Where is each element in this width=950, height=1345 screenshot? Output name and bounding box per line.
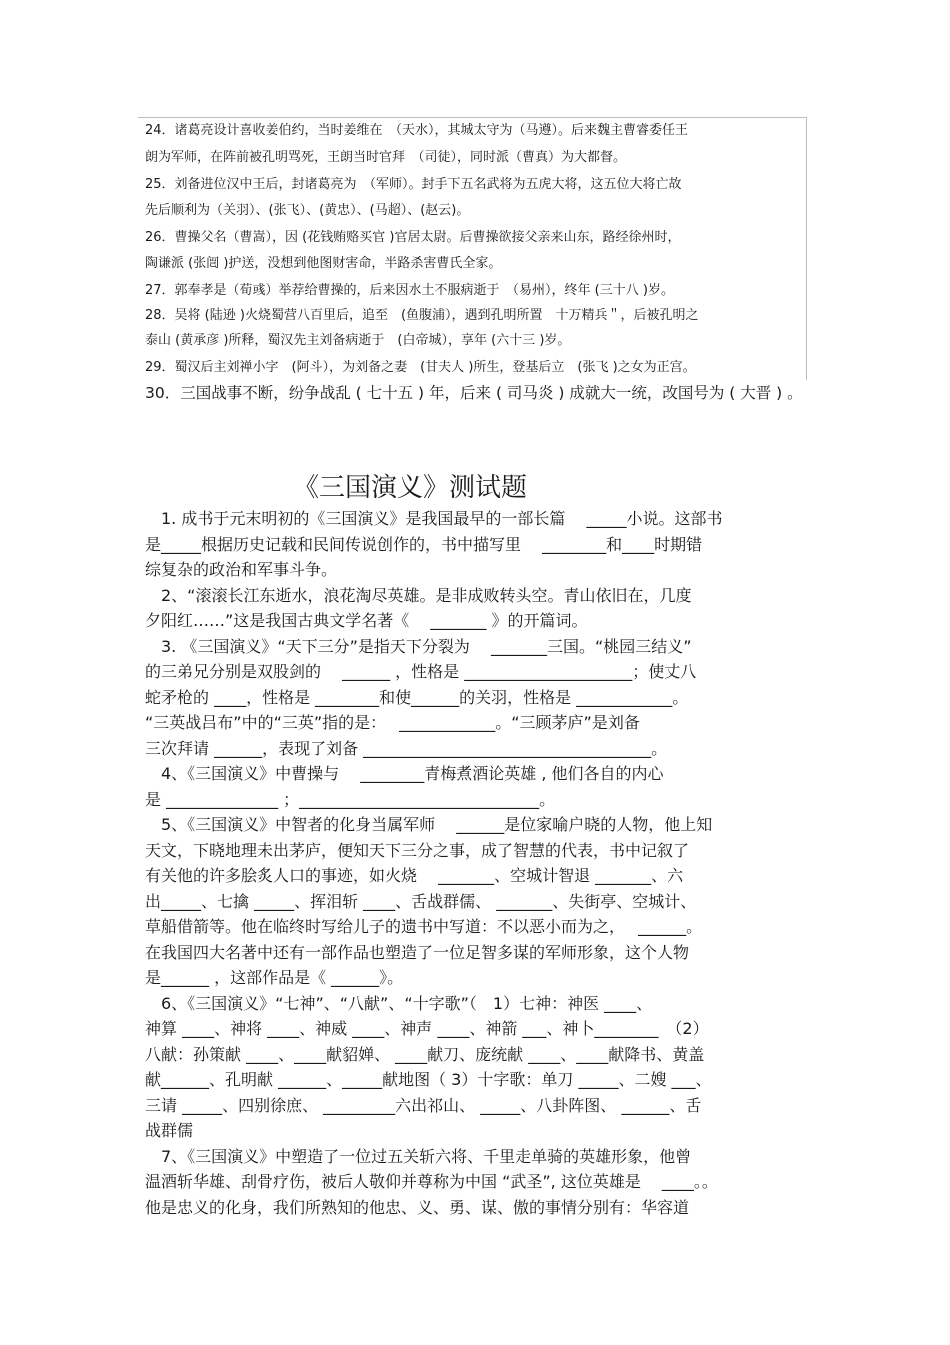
quiz-body <box>145 506 815 1220</box>
answer-line: 陶谦派 (张闿 )护送，没想到他图财害命，半路杀害曹氏全家。 <box>145 256 502 271</box>
quiz-line: 有关他的许多脍炙人口的事迹，如火烧 _______、空城计智退 _______、六 <box>145 866 684 885</box>
answer-line: 朗为军师，在阵前被孔明骂死，王朗当时官拜 （司徒），同时派（曹真）为大都督。 <box>145 150 627 165</box>
quiz-line: 的三弟兄分别是双股剑的 ______ ，性格是 _____________________；使丈八 <box>145 662 697 681</box>
answer-line: 27．郭奉孝是（荀彧）举荐给曹操的，后来因水土不服病逝于 （易州），终年 (三十八 )岁。 <box>145 283 674 298</box>
quiz-line: 出_____、七擒 _____、挥泪斩 ____、舌战群儒、 _______、失街亭、空城计、 <box>145 891 697 911</box>
answer-line: 泰山 (黄承彦 )所释，蜀汉先主刘备病逝于 (白帝城），享年 (六十三 )岁。 <box>145 333 571 348</box>
quiz-line: 1. 成书于元末明初的《三国演义》是我国最早的一部长篇 _____小说。这部书 <box>145 509 723 528</box>
quiz-line: 2、“滚滚长江东逝水，浪花淘尽英雄。是非成败转头空。青山依旧在，几度 <box>145 585 692 605</box>
quiz-line: 在我国四大名著中还有一部作品也塑造了一位足智多谋的军师形象，这个人物 <box>145 942 690 962</box>
answer-line: 先后顺利为（关羽）、(张飞）、(黄忠）、(马超）、(赵云)。 <box>145 203 470 218</box>
answer-line: 24．诸葛亮设计喜收姜伯约，当时姜维在 （天水），其城太守为（马遵）。后来魏主曹睿委任王 <box>145 123 689 138</box>
answer-line: 26．曹操父名（曹嵩），因 (花钱贿赂买官 )官居太尉。后曹操欲接父亲来山东，路经徐州时， <box>145 230 681 245</box>
quiz-line: 战群儒 <box>145 1121 194 1140</box>
answer-line-30: 30．三国战事不断，纷争战乱 ( 七十五 ) 年，后来 ( 司马炎 ) 成就大一统，改国号为 ( 大晋 ) 。 <box>145 384 803 402</box>
quiz-line: 献______、孔明献 ______、_____献地图（ 3）十字歌：单刀 _____、二嫂 ___、 <box>145 1070 712 1089</box>
quiz-line: 八献：孙策献 ____、____献貂婵、 ____献刀、庞统献 ____、____献降书、黄盖 <box>145 1044 705 1064</box>
quiz-line: 综复杂的政治和军事斗争。 <box>145 560 338 579</box>
quiz-line: 5、《三国演义》中智者的化身当属军师 ______是位家喻户晓的人物，他上知 <box>145 815 713 834</box>
quiz-line: 他是忠义的化身，我们所熟知的他忠、义、勇、谋、傲的事情分别有：华容道 <box>145 1197 690 1217</box>
quiz-line: 草船借箭等。他在临终时写给儿子的遗书中写道：不以恶小而为之， ______。 <box>145 917 703 936</box>
quiz-line: 4、《三国演义》中曹操与 ________青梅煮酒论英雄 , 他们各自的内心 <box>145 764 664 783</box>
answer-line: 28．吴将 (陆逊 )火烧蜀营八百里后，追至 (鱼腹浦），遇到孔明所置 十万精兵＂，后被孔明之 <box>145 308 699 323</box>
quiz-line: 蛇矛枪的 ____，性格是 ________和使______的关羽，性格是 ____________。 <box>145 687 689 707</box>
quiz-line: 神算 ____、神将 ____、神威 ____、神声 ____、神箭 ___、神卜________ （2） <box>145 1019 709 1038</box>
answer-line: 29．蜀汉后主刘禅小字 (阿斗），为刘备之妻 (甘夫人 )所生，登基后立 (张飞 )之女为正宫。 <box>145 360 696 375</box>
quiz-line: 温酒斩华雄、刮骨疗伤，被后人敬仰并尊称为中国 “武圣”, 这位英雄是 ____。。 <box>145 1172 718 1191</box>
quiz-line: 天文，下晓地理未出茅庐，便知天下三分之事，成了智慧的代表，书中记叙了 <box>145 840 690 860</box>
page-title: 《三国演义》测试题 <box>292 473 527 503</box>
quiz-line: 三请 _____、四别徐庶、 _________六出祁山、 _____、八卦阵图、 ______、舌 <box>145 1095 702 1115</box>
quiz-line: 三次拜请 ______，表现了刘备 ____________________________________。 <box>145 738 668 758</box>
quiz-line: 6、《三国演义》“七神”、“八献”、“十字歌”（ 1）七神：神医 ____、 <box>145 993 653 1013</box>
quiz-line: 7、《三国演义》中塑造了一位过五关斩六将、千里走单骑的英雄形象，他曾 <box>145 1146 692 1166</box>
answer-line: 25．刘备进位汉中王后，封诸葛亮为 （军师）。封手下五名武将为五虎大将，这五位大将亡故 <box>145 177 682 192</box>
quiz-line: 是______ ，这部作品是《 ______》。 <box>145 968 404 987</box>
quiz-line: 夕阳红……”这是我国古典文学名著《 _______ 》的开篇词。 <box>145 611 588 630</box>
quiz-line: 是_____根据历史记载和民间传说创作的，书中描写里 ________和____时期错 <box>145 534 703 554</box>
quiz-line: 3. 《三国演义》“天下三分”是指天下分裂为 _______三国。“桃园三结义” <box>145 636 692 656</box>
quiz-line: 是 ______________ ；______________________________。 <box>145 789 556 809</box>
quiz-line: “三英战吕布”中的“三英”指的是： ____________。“三顾茅庐”是刘备 <box>145 713 640 732</box>
